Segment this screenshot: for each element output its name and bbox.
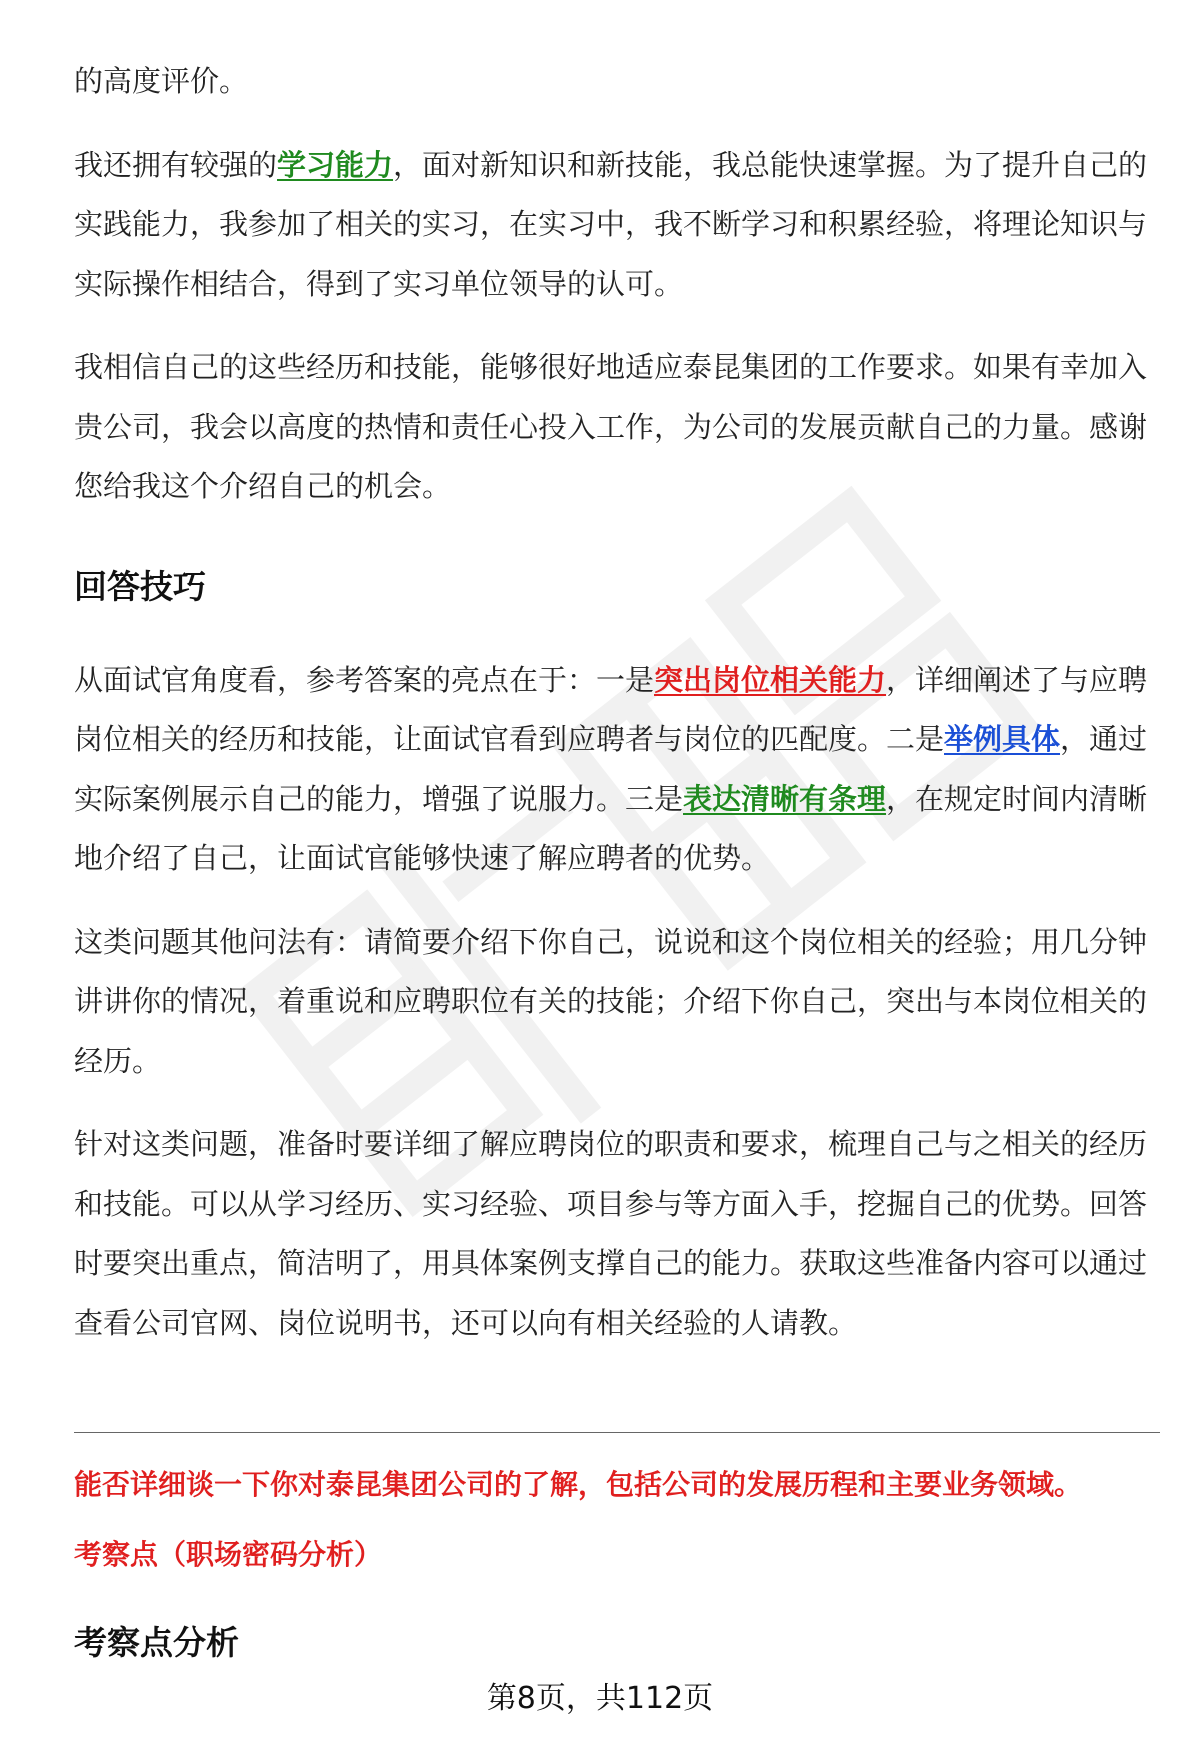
highlight-learning-ability: 学习能力 [277, 147, 394, 182]
tip-paragraph-other-forms: 这类问题其他问法有：请简要介绍下你自己，说说和这个岗位相关的经验；用几分钟讲讲你的情况，着重说和应聘职位有关的技能；介绍下你自己，突出与本岗位相关的经历。 [74, 924, 1148, 1078]
tip-paragraph-preparation: 针对这类问题，准备时要详细了解应聘岗位的职责和要求，梳理自己与之相关的经历和技能。可以从学习经历、实习经验、项目参与等方面入手，挖掘自己的优势。回答时要突出重点，简洁明了，用具体案例支撑自己的能力。获取这些准备内容可以通过查看公司官网、岗位说明书，还可以向有相关经验的人请教。 [74, 1127, 1148, 1340]
tip-text: ，通过实际案例展示自己的能力，增强了说服力。三是 [74, 722, 1148, 816]
analysis-heading: 考察点分析 [74, 1623, 239, 1662]
section-divider [74, 1432, 1160, 1433]
highlight-job-ability: 突出岗位相关能力 [654, 662, 887, 697]
paragraph-closing: 我相信自己的这些经历和技能，能够很好地适应泰昆集团的工作要求。如果有幸加入贵公司，我会以高度的热情和责任心投入工作，为公司的发展贡献自己的力量。感谢您给我这个介绍自己的机会。 [74, 350, 1148, 503]
paragraph-answer-end: 的高度评价。 [74, 64, 249, 98]
paragraph-text: ，面对新知识和新技能，我总能快速掌握。为了提升自己的实践能力，我参加了相关的实习，在实习中，我不断学习和积累经验，将理论知识与实际操作相结合，得到了实习单位领导的认可。 [74, 147, 1148, 301]
page-number: 第8页，共112页 [486, 1681, 714, 1716]
tip-text: ，详细阐述了与应聘岗位相关的经历和技能，让面试官看到应聘者与岗位的匹配度。二是 [74, 662, 1148, 756]
paragraph-text: 我还拥有较强的 [74, 147, 278, 182]
tip-text: ，在规定时间内清晰地介绍了自己，让面试官能够快速了解应聘者的优势。 [74, 781, 1148, 875]
highlight-concrete-examples: 举例具体 [944, 722, 1061, 756]
tip-paragraph-highlights [74, 651, 1160, 889]
analysis-tag: 考察点（职场密码分析） [74, 1538, 383, 1571]
highlight-clear-expression: 表达清晰有条理 [683, 781, 887, 816]
answer-tips-heading: 回答技巧 [74, 566, 206, 606]
document-body [74, 52, 1160, 1353]
next-question-title: 能否详细谈一下你对泰昆集团公司的了解，包括公司的发展历程和主要业务领域。 [74, 1468, 1083, 1501]
paragraph-learning-ability [74, 136, 1160, 315]
tip-text: 从面试官角度看，参考答案的亮点在于：一是 [74, 662, 655, 697]
